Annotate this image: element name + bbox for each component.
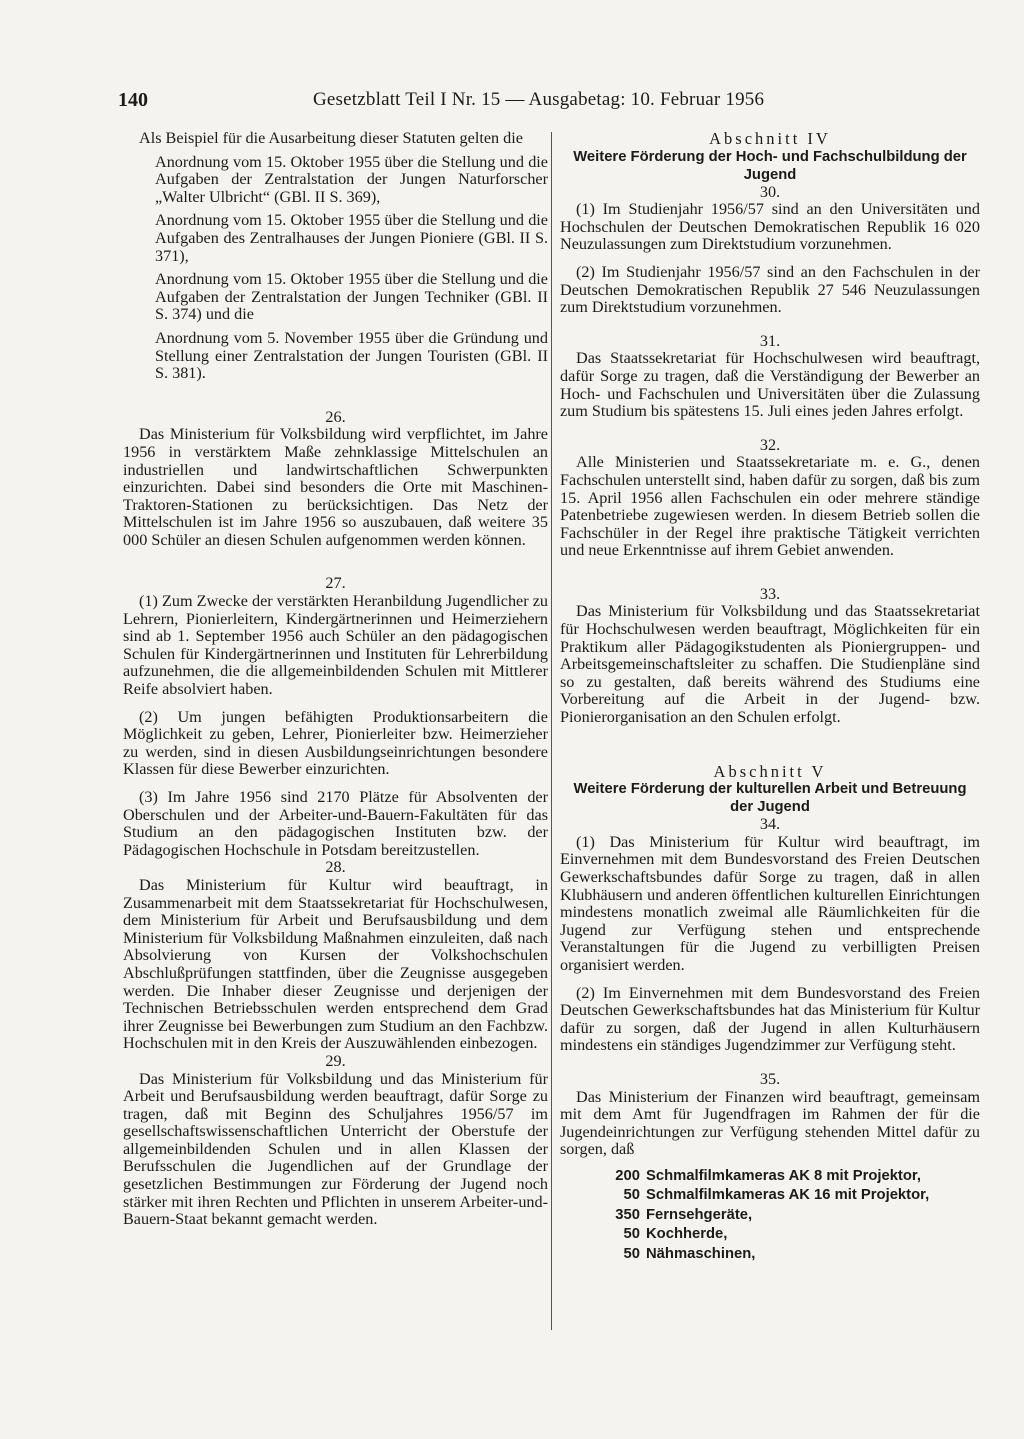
section-number-26: 26.	[325, 407, 346, 426]
section-iv-label: Abschnitt IV	[709, 129, 831, 148]
section-number-27: 27.	[325, 574, 346, 593]
section-35-text: Das Ministerium der Finanzen wird beauftragt, gemeinsam mit dem Amt für Jugendfragen im Rahmen der für die Jugendeinrichtungen zur Verfügung stehenden Mittel dafür zu sorgen, daß	[560, 1087, 980, 1159]
section-33-text: Das Ministerium für Volksbildung und das Staatssekretariat für Hochschulwesen werden beauftragt, Möglichkeiten für ein Praktikum aller Pädagogikstudenten als Pioniergruppen- und Arbeitsgemeinschaftsleiter zu schaffen. Die Studienpläne sind so zu gestalten, daß bereits während des Studiums eine Vorbereitung auf die Arbeit in der Jugend- bzw. Pionierorganisation an den Schulen erfolgt.	[560, 602, 980, 727]
item-label: Fernsehgeräte,	[646, 1206, 753, 1223]
section-number-31: 31.	[759, 331, 781, 350]
item-quantity: 50	[623, 1187, 640, 1204]
left-column	[123, 130, 548, 1229]
list-item	[588, 1186, 980, 1206]
section-iv-heading: Weitere Förderung der Hoch- und Fachschulbildung der Jugend	[573, 148, 967, 183]
section-31-text: Das Staatssekretariat für Hochschulwesen wird beauftragt, dafür Sorge zu tragen, daß die Verständigung der Bewerber an Hoch- und Fachschulen und Universitäten über die Zulassung zum Studium bis spätestens 15. Juli eines jeden Jahres erfolgt.	[560, 349, 980, 421]
order-naturforscher: Anordnung vom 15. Oktober 1955 über die Stellung und die Aufgaben der Zentralstation der Jungen Naturforscher „Walter Ulbricht“ (GBl. II S. 369),	[155, 152, 548, 206]
item-quantity: 200	[615, 1167, 640, 1184]
item-quantity: 350	[615, 1206, 640, 1223]
list-item	[588, 1245, 980, 1265]
section-30-paragraph-1: (1) Im Studienjahr 1956/57 sind an den Universitäten und Hochschulen der Deutschen Demokratischen Republik 16 020 Neuzulassungen zum Direktstudium vorzunehmen.	[560, 200, 980, 254]
section-v-label: Abschnitt V	[713, 761, 827, 781]
section-number-33: 33.	[759, 584, 781, 603]
section-number-32: 32.	[759, 435, 781, 454]
item-label: Schmalfilmkameras AK 16 mit Projektor,	[646, 1187, 930, 1204]
section-number-34: 34.	[759, 815, 781, 834]
section-32-text: Alle Ministerien und Staatssekretariate m. e. G., denen Fachschulen unterstellt sind, haben dafür zu sorgen, daß bis zum 15. April 1956 allen Fachschulen ein oder mehrere ständige Patenbetriebe zugewiesen werden. In diesem Betrieb sollen die Fachschüler in der Regel ihre praktische Tätigkeit verrichten und neue Erkenntnisse auf ihrem Gebiet anwenden.	[560, 453, 980, 560]
page-number: 140	[118, 89, 148, 111]
order-techniker: Anordnung vom 15. Oktober 1955 über die Stellung und die Aufgaben der Zentralstation der Jungen Techniker (GBl. II S. 374) und die	[155, 270, 548, 324]
section-34-paragraph-2: (2) Im Einvernehmen mit dem Bundesvorstand des Freien Deutschen Gewerkschaftsbundes hat das Ministerium für Kultur dafür zu sorgen, daß der Jugend in allen Kulturhäusern mindestens ein ständiges Jugendzimmer zur Verfügung steht.	[560, 983, 980, 1055]
section-number-29: 29.	[325, 1051, 346, 1070]
item-quantity: 50	[623, 1226, 640, 1243]
section-27-paragraph-1: (1) Zum Zwecke der verstärkten Heranbildung Jugendlicher zu Lehrern, Pionierleitern, Kindergärtnerinnen und Heimerziehern sind ab 1. September 1956 auch Schüler an den pädagogischen Schulen für Kindergärtnerinnen und Instituten für Lehrerbildung aufzunehmen, die die allgemeinbildenden Schulen mit Mittlerer Reife absolviert haben.	[123, 592, 548, 699]
list-item	[588, 1225, 980, 1245]
section-30-paragraph-2: (2) Im Studienjahr 1956/57 sind an den Fachschulen in der Deutschen Demokratischen Republik 27 546 Neuzulassungen zum Direktstudium vorzunehmen.	[560, 262, 980, 317]
section-26-text: Das Ministerium für Volksbildung wird verpflichtet, im Jahre 1956 in verstärktem Maße zehnklassige Mittelschulen an industriellen und landwirtschaftlichen Schwerpunkten einzurichten. Dabei sind besonders die Orte mit Maschinen-Traktoren-Stationen zu berücksichtigen. Das Netz der Mittelschulen ist im Jahre 1956 so auszubauen, daß weitere 35 000 Schüler an diesen Schulen aufgenommen werden können.	[123, 425, 548, 549]
section-number-30: 30.	[759, 182, 781, 201]
item-label: Kochherde,	[646, 1226, 728, 1243]
intro-paragraph: Als Beispiel für die Ausarbeitung dieser Statuten gelten die	[139, 129, 523, 147]
section-29-text: Das Ministerium für Volksbildung und das Ministerium für Arbeit und Berufsausbildung werden beauftragt, dafür Sorge zu tragen, daß mit Beginn des Schuljahres 1956/57 im gesellschaftswissenschaftlichen Unterricht der Oberstufe der allgemeinbildenden Schulen und in allen Klassen der Berufsschulen die Jugendlichen auf der Grundlage der gesetzlichen Bestimmungen zur Förderung der Jugend noch stärker mit ihren Rechten und Pflichten in unserem Arbeiter-und-Bauern-Staat bekannt gemacht werden.	[123, 1069, 548, 1229]
section-27-paragraph-3: (3) Im Jahre 1956 sind 2170 Plätze für Absolventen der Oberschulen und der Arbeiter-und-Bauern-Fakultäten für das Studium an den pädagogischen Instituten bzw. der Pädagogischen Hochschule in Potsdam bereitzustellen.	[123, 788, 548, 859]
item-label: Nähmaschinen,	[646, 1245, 756, 1262]
gazette-title: Gesetzblatt Teil I Nr. 15 — Ausgabetag: 10. Februar 1956	[313, 89, 765, 110]
order-touristen: Anordnung vom 5. November 1955 über die Gründung und Stellung einer Zentralstation der Jungen Touristen (GBl. II S. 381).	[155, 328, 548, 383]
item-quantity: 50	[623, 1245, 640, 1262]
column-divider	[551, 132, 552, 1330]
page-header	[118, 88, 980, 118]
order-pioniere: Anordnung vom 15. Oktober 1955 über die Stellung und die Aufgaben des Zentralhauses der Jungen Pioniere (GBl. II S. 371),	[155, 211, 548, 265]
section-number-35: 35.	[759, 1069, 781, 1088]
section-27-paragraph-2: (2) Um jungen befähigten Produktionsarbeitern die Möglichkeit zu geben, Lehrer, Pionierleiter bzw. Heimerzieher zu werden, sind in diesen Ausbildungseinrichtungen besondere Klassen für diese Bewerber einzurichten.	[123, 707, 548, 779]
list-item	[588, 1167, 980, 1187]
section-number-28: 28.	[325, 858, 346, 877]
section-34-paragraph-1: (1) Das Ministerium für Kultur wird beauftragt, im Einvernehmen mit dem Bundesvorstand des Freien Deutschen Gewerkschaftsbundes dafür Sorge zu tragen, daß in allen Klubhäusern und anderen öffentlichen kulturellen Einrichtungen mindestens monatlich zweimal alle Räumlichkeiten für die Jugend zur Verfügung stehen und entsprechende Veranstaltungen für die Jugend zu verbilligten Preisen organisiert werden.	[560, 832, 980, 974]
right-column	[560, 130, 980, 1264]
item-label: Schmalfilmkameras AK 8 mit Projektor,	[646, 1167, 921, 1184]
section-v-heading: Weitere Förderung der kulturellen Arbeit und Betreuung der Jugend	[573, 781, 967, 816]
equipment-list	[560, 1167, 980, 1265]
section-28-text: Das Ministerium für Kultur wird beauftragt, in Zusammenarbeit mit dem Staatssekretariat für Hochschulwesen, dem Ministerium für Arbeit und Berufsausbildung und dem Ministerium für Volksbildung Maßnahmen einzuleiten, daß nach Absolvierung von Kursen der Volkshochschulen Abschlußprüfungen stattfinden, über die Zeugnisse ausgegeben werden. Die Inhaber dieser Zeugnisse und derjenigen der Technischen Betriebsschulen werden entsprechend dem Grad ihrer Zeugnisse bei Bewerbungen zum Studium an den Fachbzw. Hochschulen mit in den Kreis der Auszuwählenden einbezogen.	[123, 875, 548, 1053]
list-item	[588, 1206, 980, 1226]
